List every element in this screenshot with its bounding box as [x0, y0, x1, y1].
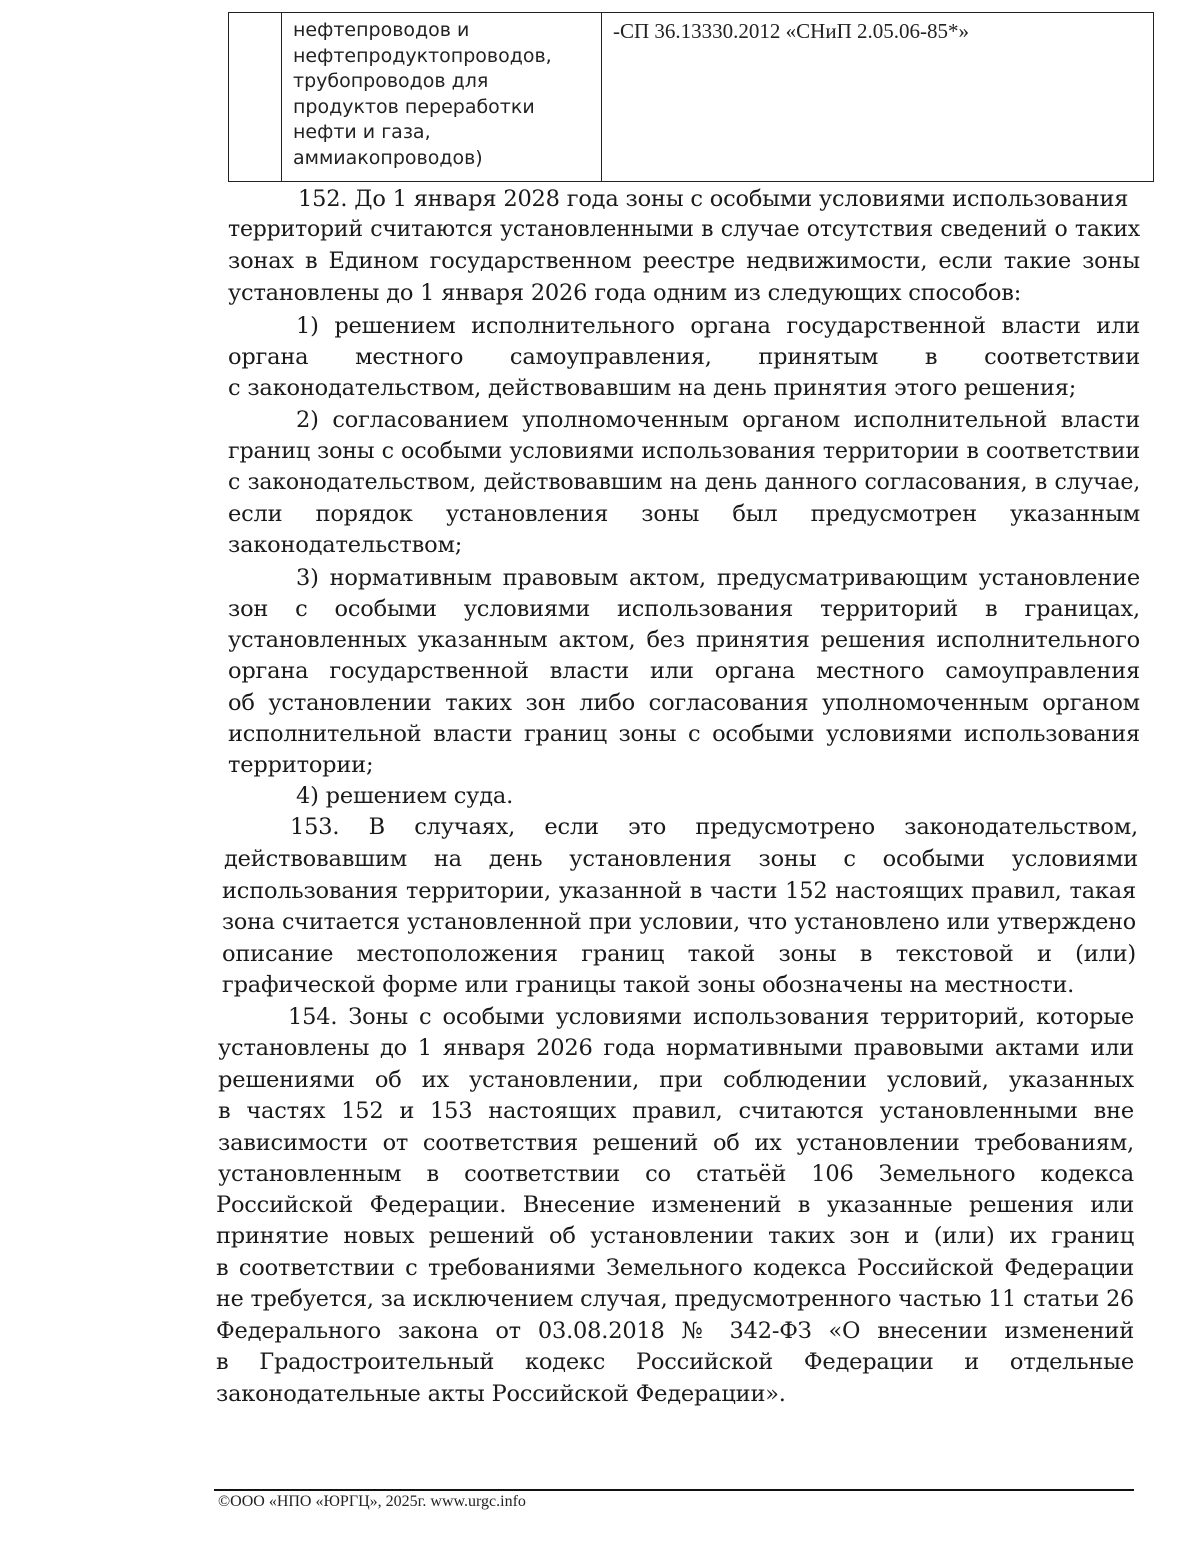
paragraph-153-line: действовавшим на день установления зоны с особыми условиями	[224, 846, 1138, 872]
list-item-1-line: 1) решением исполнительного органа государственной власти или	[296, 313, 1140, 339]
list-item-3-line: установленных указанным актом, без принятия решения исполнительного	[228, 627, 1140, 653]
table-cell-object-type	[293, 18, 593, 172]
page-footer: ©ООО «НПО «ЮРГЦ», 2025г. www.urgc.info	[218, 1493, 526, 1510]
list-item-1-line: с законодательством, действовавшим на день принятия этого решения;	[228, 375, 1077, 401]
cell-text-line: нефтепродуктопроводов,	[293, 44, 552, 67]
paragraph-154-line: принятие новых решений об установлении таких зон и (или) их границ	[216, 1223, 1134, 1249]
list-item-3-line: 3) нормативным правовым актом, предусматривающим установление	[296, 565, 1140, 591]
paragraph-154-line: в соответствии с требованиями Земельного кодекса Российской Федерации	[216, 1255, 1134, 1281]
table-column-divider	[601, 12, 602, 182]
paragraph-152-line: 152. До 1 января 2028 года зоны с особыми условиями использования	[298, 186, 1129, 212]
paragraph-152-line: территорий считаются установленными в случае отсутствия сведений о таких	[228, 217, 1140, 242]
list-item-2-line: 2) согласованием уполномоченным органом исполнительной власти	[296, 407, 1140, 433]
list-item-2-line: если порядок установления зоны был предусмотрен указанным	[228, 501, 1140, 527]
paragraph-154-line: Российской Федерации. Внесение изменений в указанные решения или	[216, 1192, 1134, 1218]
paragraph-154-line: не требуется, за исключением случая, предусмотренного частью 11 статьи 26	[216, 1286, 1134, 1312]
footer-divider	[214, 1489, 1134, 1491]
cell-text-line: нефти и газа,	[293, 121, 431, 144]
list-item-3-line: территории;	[228, 752, 374, 778]
list-item-2-line: законодательством;	[228, 532, 463, 558]
paragraph-154-line: в Градостроительный кодекс Российской Федерации и отдельные	[216, 1349, 1134, 1375]
list-item-3-line: исполнительной власти границ зоны с особыми условиями использования	[228, 721, 1140, 747]
paragraph-154-line: зависимости от соответствия решений об их установлении требованиям,	[218, 1130, 1134, 1156]
list-item-1-line: органа местного самоуправления, принятым в соответствии	[228, 344, 1140, 370]
list-item-3-line: зон с особыми условиями использования территорий в границах,	[228, 596, 1140, 622]
list-item-2-line: с законодательством, действовавшим на день данного согласования, в случае,	[228, 470, 1140, 495]
cell-text-line: нефтепроводов и	[293, 19, 470, 41]
paragraph-154-line: Федерального закона от 03.08.2018 № 342-ФЗ «О внесении изменений	[216, 1318, 1134, 1344]
table-fragment	[228, 12, 1154, 182]
cell-text-line: продуктов переработки	[293, 95, 535, 118]
paragraph-154-line: установленным в соответствии со статьёй 106 Земельного кодекса	[218, 1161, 1134, 1187]
paragraph-154-line: 154. Зоны с особыми условиями использования территорий, которые	[288, 1004, 1134, 1030]
list-item-2-line: границ зоны с особыми условиями использования территории в соответствии	[228, 438, 1140, 464]
paragraph-153-line: 153. В случаях, если это предусмотрено законодательством,	[290, 814, 1138, 840]
cell-text-line: аммиакопроводов)	[293, 146, 483, 169]
paragraph-153-line: описание местоположения границ такой зоны в текстовой и (или)	[222, 941, 1136, 967]
paragraph-152-line: установлены до 1 января 2026 года одним из следующих способов:	[228, 280, 1022, 306]
paragraph-153-line: использования территории, указанной в части 152 настоящих правил, такая	[222, 878, 1136, 904]
paragraph-154-line: законодательные акты Российской Федерации».	[216, 1381, 786, 1407]
list-item-4-line: 4) решением суда.	[296, 783, 514, 809]
paragraph-154-line: решениями об их установлении, при соблюдении условий, указанных	[218, 1067, 1134, 1093]
paragraph-153-line: графической форме или границы такой зоны обозначены на местности.	[222, 972, 1075, 998]
list-item-3-line: органа государственной власти или органа местного самоуправления	[228, 658, 1140, 684]
list-item-3-line: об установлении таких зон либо согласования уполномоченным органом	[228, 690, 1140, 716]
paragraph-153-line: зона считается установленной при условии, что установлено или утверждено	[222, 909, 1136, 935]
paragraph-152-line: зонах в Едином государственном реестре недвижимости, если такие зоны	[228, 248, 1140, 274]
paragraph-154-line: установлены до 1 января 2026 года нормативными правовыми актами или	[218, 1035, 1134, 1061]
table-column-divider	[281, 12, 282, 182]
table-cell-standard: -СП 36.13330.2012 «СНиП 2.05.06-85*»	[613, 19, 969, 43]
cell-text-line: трубопроводов для	[293, 70, 489, 93]
paragraph-154-line: в частях 152 и 153 настоящих правил, считаются установленными вне	[218, 1098, 1134, 1124]
